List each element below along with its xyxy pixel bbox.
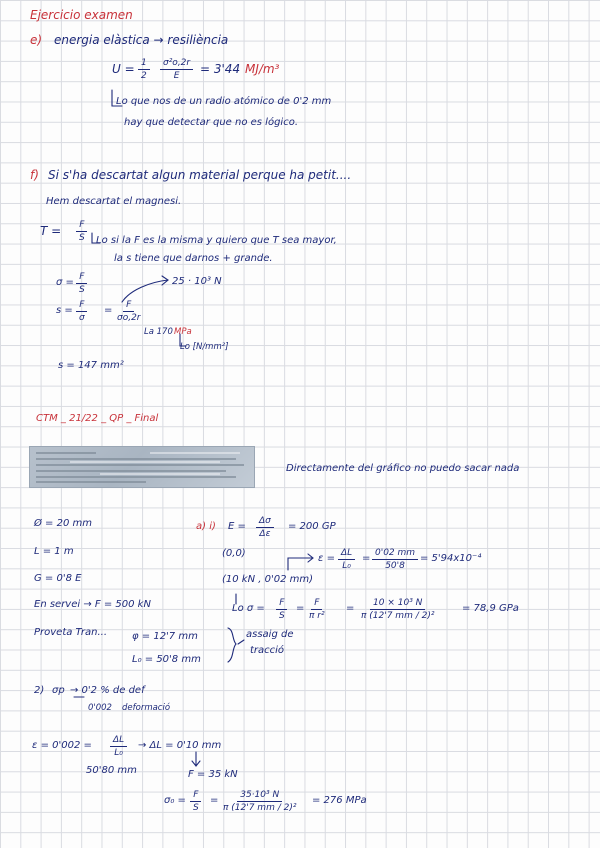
sigma-lhs: σ =: [56, 277, 74, 288]
fraction-numerator: F: [190, 790, 201, 802]
tau-note-2: la s tiene que darnos + grande.: [114, 253, 273, 264]
equals-sign: =: [296, 603, 305, 614]
pointer-stroke: [288, 558, 312, 570]
fraction-denominator: 2: [141, 71, 147, 81]
yield-stress-result: = 276 MPa: [312, 795, 367, 806]
fraction-numerator: F: [76, 300, 87, 312]
fraction-numerator: 35·10³ N: [237, 790, 282, 802]
stress-fraction: [276, 598, 288, 621]
curved-arrow: [122, 280, 168, 302]
fraction-numerator: Δσ: [256, 516, 274, 528]
youngs-modulus-fraction: [256, 516, 274, 539]
arrow-head: [192, 761, 200, 766]
fraction-denominator: S: [79, 285, 85, 295]
initial-length: 50'80 mm: [86, 765, 137, 776]
fraction-numerator: F: [76, 272, 87, 284]
tau-note: Lo si la F es la misma y quiero que T sea mayor,: [96, 235, 337, 246]
given-length: L = 1 m: [34, 546, 74, 557]
proof-stress-symbol: σp: [52, 685, 65, 696]
resilience-value: = 3'44: [200, 62, 241, 76]
arrow-head: [162, 276, 168, 285]
area-result: s = 147 mm²: [58, 360, 124, 371]
given-diameter: Ø = 20 mm: [34, 518, 92, 529]
resilience-fraction-half: [138, 58, 150, 81]
fraction-denominator: L₀: [114, 748, 123, 758]
page-title: Ejercicio examen: [30, 8, 133, 22]
given-probe: Proveta Tran...: [34, 627, 108, 638]
equals-sign: =: [210, 795, 219, 806]
area-fraction-2: [114, 300, 144, 323]
fraction-denominator: π r²: [309, 611, 325, 621]
force-result: F = 35 kN: [188, 769, 238, 780]
unit-note: Lo [N/mm²]: [180, 342, 229, 352]
force-value: 25 · 10³ N: [172, 276, 222, 287]
fraction-denominator: S: [193, 803, 199, 813]
strain-value: 0'002: [88, 703, 112, 713]
fraction-denominator: E: [173, 71, 180, 81]
equals-sign: =: [104, 305, 113, 316]
section-f-label: f): [30, 168, 39, 182]
fraction-numerator: 10 × 10³ N: [370, 598, 425, 610]
tensile-test-note-2: tracció: [250, 645, 285, 656]
stress-result: = 78,9 GPa: [462, 603, 519, 614]
youngs-modulus-result: = 200 GP: [288, 521, 336, 532]
fraction-numerator: ΔL: [110, 735, 127, 747]
fraction-numerator: F: [76, 220, 87, 232]
resilience-unit: MJ/m³: [245, 62, 280, 76]
stress-lhs: Lo σ =: [232, 603, 265, 614]
elongation-result: → ΔL = 0'10 mm: [138, 740, 222, 751]
proof-stress-definition: → 0'2 % de def: [70, 685, 145, 696]
fraction-numerator: ΔL: [338, 548, 355, 560]
fraction-numerator: F: [123, 300, 134, 312]
sigma-fraction: [76, 272, 88, 295]
yield-stress-fraction: [190, 790, 202, 813]
tau-lhs: T =: [40, 224, 62, 238]
fraction-denominator: σo,2r: [117, 313, 141, 323]
fraction-denominator: S: [279, 611, 285, 621]
problem-statement-image: [29, 446, 255, 488]
data-point: (10 kN , 0'02 mm): [222, 574, 314, 585]
fraction-denominator: π (12'7 mm / 2)²: [361, 611, 435, 621]
atomic-radius-note: Lo que nos de un radio atómico de 0'2 mm: [116, 96, 332, 107]
area-fraction: [76, 300, 88, 323]
strain-fraction: [110, 735, 127, 758]
strain-fraction: [338, 548, 355, 571]
section-e-heading: energia elàstica → resiliència: [54, 33, 229, 47]
given-modulus: G = 0'8 E: [34, 573, 82, 584]
fraction-denominator: σ: [79, 313, 85, 323]
strain-result: = 5'94x10⁻⁴: [420, 553, 482, 564]
fraction-numerator: σ²o,2r: [160, 58, 193, 70]
section-e-label: e): [30, 33, 43, 47]
yield-note: La 170: [144, 327, 173, 337]
stress-fraction-2: [306, 598, 328, 621]
fraction-numerator: 1: [138, 58, 150, 70]
fraction-numerator: F: [311, 598, 322, 610]
section-f-heading: Si s'ha descartat algun material perque ha petit....: [48, 168, 352, 182]
fraction-denominator: S: [79, 233, 85, 243]
probe-diameter: φ = 12'7 mm: [132, 631, 198, 642]
graph-note: Directamente del gráfico no puedo sacar nada: [286, 463, 520, 474]
deformation-label: deformació: [122, 703, 171, 713]
part-a-label: a) i): [196, 521, 216, 532]
fraction-denominator: L₀: [342, 561, 351, 571]
probe-length: L₀ = 50'8 mm: [132, 654, 201, 665]
origin-point: (0,0): [222, 548, 246, 559]
fraction-denominator: Δε: [259, 529, 271, 539]
tensile-test-note: assaig de: [246, 629, 294, 640]
stress-fraction-3: [358, 598, 437, 621]
area-lhs: s =: [56, 305, 73, 316]
pointer-stroke: [238, 640, 244, 644]
yield-stress-fraction-2: [220, 790, 299, 813]
strain-equation: ε = 0'002 =: [32, 740, 92, 751]
yield-stress-lhs: σ₀ =: [164, 795, 186, 806]
exam-title: CTM _ 21/22 _ QP _ Final: [36, 413, 159, 424]
part-2-label: 2): [34, 685, 45, 696]
discarded-material-note: Hem descartat el magnesi.: [46, 196, 182, 207]
tau-fraction: [76, 220, 88, 243]
equals-sign: =: [346, 603, 355, 614]
atomic-radius-note-2: hay que detectar que no es lógico.: [124, 117, 298, 128]
given-service-force: En servei → F = 500 kN: [34, 599, 151, 610]
strain-fraction-2: [372, 548, 418, 571]
equals-sign: =: [362, 553, 371, 564]
yield-unit: MPa: [174, 327, 192, 337]
arrow-head: [308, 554, 313, 562]
fraction-numerator: 0'02 mm: [372, 548, 418, 560]
fraction-denominator: 50'8: [385, 561, 405, 571]
strain-lhs: ε =: [318, 553, 335, 564]
fraction-numerator: F: [276, 598, 287, 610]
youngs-modulus-lhs: E =: [228, 521, 246, 532]
curly-brace: [228, 628, 236, 662]
fraction-denominator: π (12'7 mm / 2)²: [223, 803, 297, 813]
resilience-lhs: U =: [112, 62, 135, 76]
resilience-fraction-sigma: [160, 58, 193, 81]
